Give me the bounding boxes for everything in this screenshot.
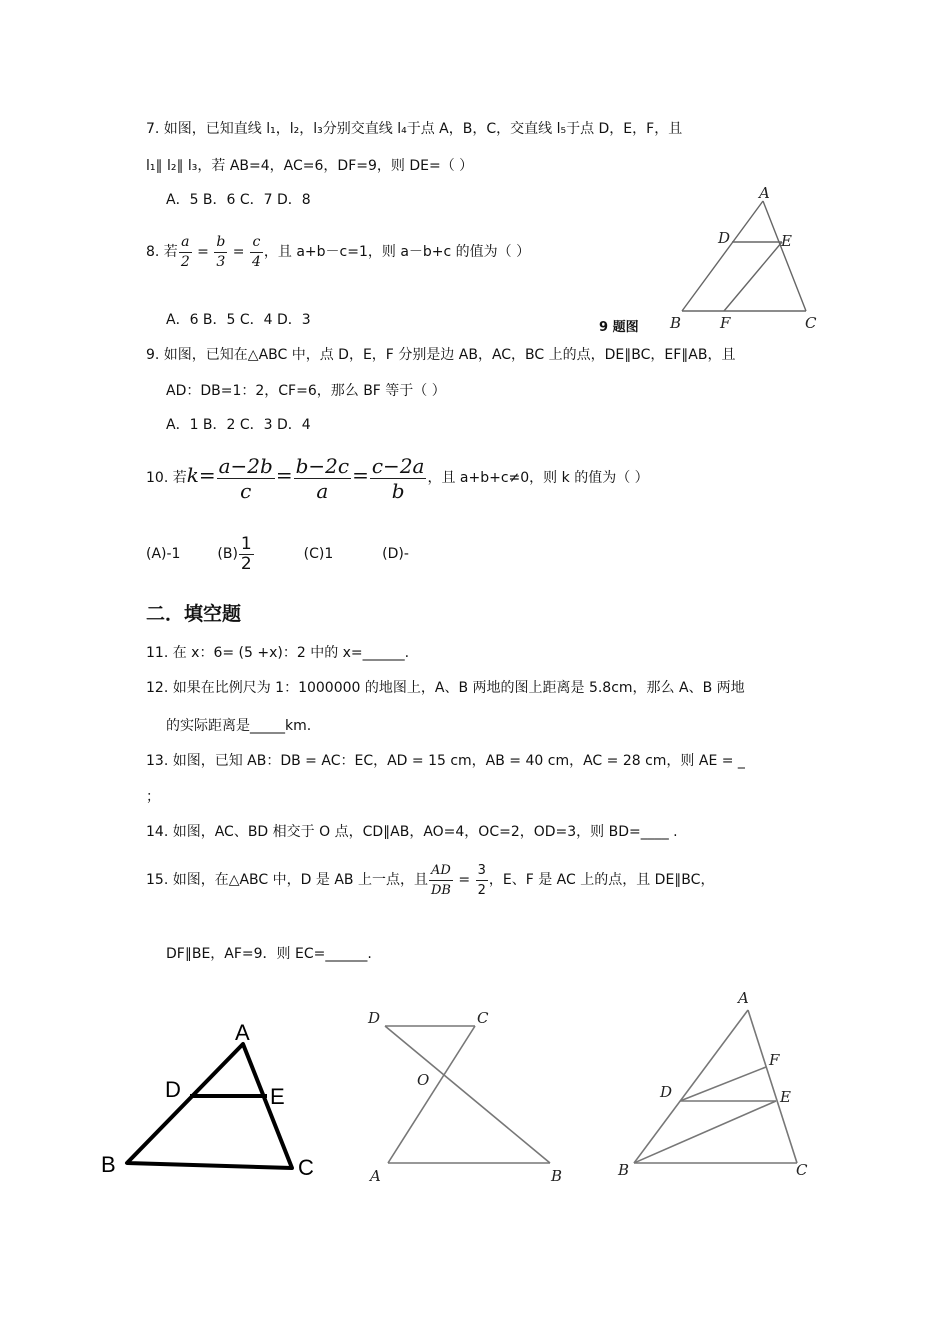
q15-frac-3-2: $\frac{3}{2}$: [477, 862, 486, 898]
fig9-label-c: C: [805, 314, 817, 332]
q15-prefix: 15. 如图，在△ABC 中，D 是 AB 上一点，且: [146, 872, 428, 888]
figure-15: [610, 985, 820, 1185]
q10-options: [146, 532, 409, 576]
fig15-label-e: E: [780, 1088, 791, 1106]
fig14-label-b: B: [551, 1167, 563, 1185]
q15-line2: DF∥BE，AF=9．则 EC=______.: [166, 946, 372, 962]
fig15-label-b: B: [618, 1161, 630, 1179]
fig15-segment-be: [634, 1101, 776, 1163]
fig9-segment-ef: [724, 242, 782, 311]
q10-option-c: (C)1: [303, 546, 334, 562]
q10-frac-2: $\frac{b-2c}{a}$: [295, 453, 350, 503]
q10-option-d: (D)-: [382, 546, 409, 562]
q10-prefix: 10. 若: [146, 470, 187, 486]
fig13-label-c: C: [298, 1155, 314, 1180]
q15-line1: 15. 如图，在△ABC 中，D 是 AB 上一点，且 $\frac{AD}{DB}$ = $\frac{3}{2}$ ，E、F 是 AC 上的点，且 DE∥BC，: [146, 862, 715, 898]
fig14-label-a: A: [370, 1167, 381, 1185]
q8-options: A．6 B．5 C．4 D．3: [166, 312, 311, 328]
fig9-side-ab: [682, 201, 763, 311]
q8-prefix: 8. 若: [146, 244, 178, 260]
q12-line1: 12. 如果在比例尺为 1：1000000 的地图上，A、B 两地的图上距离是 5.8cm，那么 A、B 两地: [146, 680, 745, 696]
q10-frac-1: $\frac{a-2b}{c}$: [218, 453, 273, 503]
q15-frac-ad-db: $\frac{AD}{DB}$: [430, 862, 451, 898]
fig13-label-b: B: [101, 1152, 116, 1177]
q9-line2: AD：DB=1：2，CF=6，那么 BF 等于（ ）: [166, 383, 446, 399]
fig13-triangle-abc: [127, 1044, 292, 1168]
q10-frac-3: $\frac{c-2a}{b}$: [371, 453, 425, 503]
q8-frac-a: $\frac{a}{2}$: [180, 233, 190, 270]
q11-text: 11. 在 x：6= (5 +x)：2 中的 x=______.: [146, 645, 410, 661]
q8-frac-c: $\frac{c}{4}$: [251, 233, 261, 270]
fig13-label-e: E: [270, 1084, 285, 1109]
fig9-label-d: D: [718, 229, 731, 247]
fig15-label-a: A: [738, 989, 749, 1007]
fig14-segment-db: [385, 1026, 550, 1163]
q7-options: A．5 B．6 C．7 D．8: [166, 192, 311, 208]
figure-14: [360, 1005, 580, 1195]
fig15-label-d: D: [660, 1083, 673, 1101]
fig14-label-c: C: [477, 1009, 489, 1027]
q10-option-a: (A)-1: [146, 546, 181, 562]
fig14-label-o: O: [417, 1071, 430, 1089]
figure-13: [95, 1012, 335, 1192]
fig15-side-ab: [634, 1010, 748, 1163]
fig15-label-c: C: [796, 1161, 808, 1179]
fig15-side-ac: [748, 1010, 797, 1163]
q12-line2: 的实际距离是_____km.: [166, 718, 312, 734]
fig9-label-f: F: [720, 314, 731, 332]
fig13-label-a: A: [235, 1020, 250, 1045]
q10-suffix: ，且 a+b+c≠0，则 k 的值为（ ）: [427, 470, 649, 486]
fig14-segment-ca: [388, 1026, 475, 1163]
q10-option-b-prefix: (B): [217, 546, 238, 562]
fig9-label-e: E: [781, 232, 792, 250]
q13-line1: 13. 如图，已知 AB：DB = AC：EC，AD = 15 cm，AB = 40 cm，AC = 28 cm，则 AE = _: [146, 753, 745, 769]
q9-options: A．1 B．2 C．3 D．4: [166, 417, 311, 433]
q9-line1: 9. 如图，已知在△ABC 中，点 D，E，F 分别是边 AB，AC，BC 上的点，DE∥BC，EF∥AB，且: [146, 347, 736, 363]
q8-suffix: ，且 a+b－c=1，则 a－b+c 的值为（ ）: [263, 244, 531, 260]
figure-9: [660, 185, 830, 345]
q8-frac-b: $\frac{b}{3}$: [216, 233, 226, 270]
fig15-label-f: F: [769, 1051, 780, 1069]
q15-suffix: ，E、F 是 AC 上的点，且 DE∥BC，: [488, 872, 715, 888]
q10-option-b-frac: $\frac{1}{2}$: [240, 533, 252, 574]
q7-line1: 7. 如图，已知直线 l₁，l₂，l₃分别交直线 l₄于点 A，B，C，交直线 l₅于点 D，E，F，且: [146, 121, 683, 137]
q7-line2: l₁∥ l₂∥ l₃，若 AB=4，AC=6，DF=9，则 DE=（ ）: [146, 158, 474, 174]
fig9-label-b: B: [670, 314, 682, 332]
section-2-title: 二．填空题: [146, 603, 242, 625]
fig13-label-d: D: [165, 1077, 181, 1102]
fig9-caption: 9 题图: [599, 320, 639, 335]
q10-k: k: [186, 463, 199, 487]
fig9-label-a: A: [759, 184, 770, 202]
q8-line: 8. 若 $\frac{a}{2}$ = $\frac{b}{3}$ = $\frac{c}{4}$ ，且 a+b－c=1，则 a－b+c 的值为（ ）: [146, 233, 531, 270]
q14-text: 14. 如图，AC、BD 相交于 O 点，CD∥AB，AO=4，OC=2，OD=3，则 BD=____ .: [146, 824, 678, 840]
fig14-label-d: D: [368, 1009, 381, 1027]
q13-line2: ；: [146, 789, 160, 805]
q10-line: 10. 若k= $\frac{a-2b}{c}$ = $\frac{b-2c}{a}$ = $\frac{c-2a}{b}$ ，且 a+b+c≠0，则 k 的值为（ ）: [146, 453, 649, 503]
